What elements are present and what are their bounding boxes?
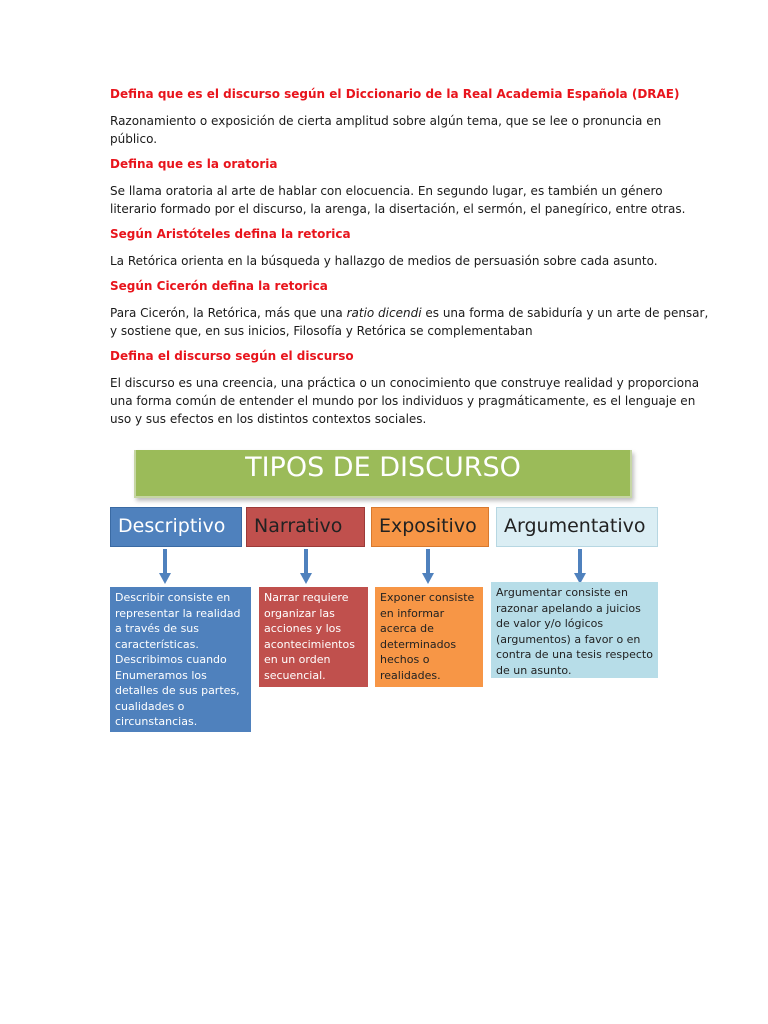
arrow-down-icon — [574, 549, 586, 585]
tipos-de-discurso-diagram — [110, 450, 660, 735]
question-discurso: Defina el discurso según el discurso — [110, 349, 354, 363]
type-argumentativo: Argumentativo — [496, 507, 658, 547]
arrow-down-icon — [300, 549, 312, 585]
type-narrativo: Narrativo — [246, 507, 365, 547]
answer-ciceron-part2: es una forma de sabiduría y un arte de pensar, y sostiene que, en sus inicios, Filosofía y Retórica se complementaban — [110, 306, 709, 338]
answer-discurso: El discurso es una creencia, una práctica o un conocimiento que construye realidad y proporciona una forma común de entender el mundo por los individuos y pragmáticamente, es el lenguaje en uso y sus efectos en los distintos contextos sociales. — [110, 376, 700, 426]
answer-aristoteles: La Retórica orienta en la búsqueda y hallazgo de medios de persuasión sobre cada asunto. — [110, 254, 658, 268]
diagram-title: TIPOS DE DISCURSO — [134, 450, 632, 498]
desc-argumentativo: Argumentar consiste en razonar apelando a juicios de valor y/o lógicos (argumentos) a favor o en contra de una tesis respecto de un asunto. — [491, 582, 658, 678]
arrow-down-icon — [422, 549, 434, 585]
answer-oratoria: Se llama oratoria al arte de hablar con elocuencia. En segundo lugar, es también un género literario formado por el discurso, la arenga, la disertación, el sermón, el panegírico, entre otras. — [110, 184, 686, 216]
answer-ciceron-part1: Para Cicerón, la Retórica, más que una — [110, 306, 347, 320]
document-body — [110, 86, 710, 436]
question-ciceron: Según Cicerón defina la retorica — [110, 279, 328, 293]
question-oratoria: Defina que es la oratoria — [110, 157, 278, 171]
desc-narrativo: Narrar requiere organizar las acciones y los acontecimientos en un orden secuencial. — [259, 587, 368, 687]
type-expositivo: Expositivo — [371, 507, 489, 547]
answer-drae: Razonamiento o exposición de cierta amplitud sobre algún tema, que se lee o pronuncia en público. — [110, 114, 662, 146]
question-aristoteles: Según Aristóteles defina la retorica — [110, 227, 351, 241]
type-descriptivo: Descriptivo — [110, 507, 242, 547]
desc-expositivo: Exponer consiste en informar acerca de determinados hechos o realidades. — [375, 587, 483, 687]
desc-descriptivo: Describir consiste en representar la realidad a través de sus características. Describimos cuando Enumeramos los detalles de sus partes, cualidades o circunstancias. — [110, 587, 251, 732]
answer-ciceron — [110, 304, 710, 340]
arrow-down-icon — [159, 549, 171, 585]
question-drae: Defina que es el discurso según el Diccionario de la Real Academia Española (DRAE) — [110, 87, 680, 101]
answer-ciceron-italic: ratio dicendi — [346, 306, 422, 320]
